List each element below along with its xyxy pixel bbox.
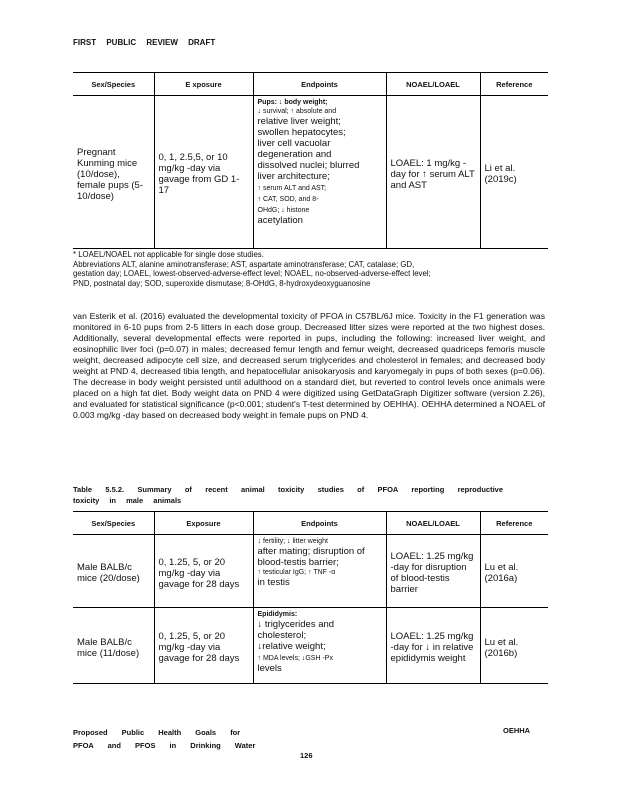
col-header: Exposure	[154, 512, 253, 535]
cell-endpoints	[253, 608, 386, 684]
endpoint-line: after mating; disruption of	[257, 546, 365, 557]
endpoint-line: Epididymis:	[257, 611, 298, 618]
footnote-line: PND, postnatal day; SOD, superoxide dismutase; 8-OHdG, 8-hydroxydeoxyguanosine	[73, 278, 371, 288]
table-row	[73, 608, 548, 684]
footer-org: OEHHA	[503, 726, 531, 735]
table-header-row	[73, 512, 548, 535]
body-paragraph: van Esterik et al. (2016) evaluated the developmental toxicity of PFOA in C57BL/6J mice. Toxicity in the F1 generation was monitored in 6-10 pups from 2-5 litters in each dose group. Decreased litter sizes were reported at the two highest doses. Additionally, several developmental effects were reported in pups, including the following: increased liver weight, and eosinophilic liver foci (p=0.07) in males; decreased femur length and femur weight, decreased quadriceps femoris muscle weight, decreased adipocyte cell size, and decreased serum triglycerides and cholesterol in females; and decreased body weight at PND 4, decreased tibia length, and hepatocellular anisokaryosis and karyomegaly in pups of both sexes (p=0.06). The decrease in body weight persisted until adulthood on a standard diet, but reverted to control levels once animals were placed on a high fat diet. Body weight data on PND 4 were digitized using GetDataGraph Digitizer software (version 2.26), and evaluated for statistical significance (p<0.001; student's T-test determined by OEHHA). OEHHA determined a NOAEL of 0.003 mg/kg -day based on decreased body weight in female pups on PND 4.	[73, 311, 545, 420]
endpoint-line: ↓ triglycerides and	[257, 619, 335, 630]
endpoint-line: ↓relative weight;	[257, 641, 326, 652]
cell-endpoints	[253, 535, 386, 608]
running-header: FIRST PUBLIC REVIEW DRAFT	[73, 38, 216, 47]
cell-species: Male BALB/c mice (20/dose)	[77, 562, 140, 584]
col-header: Reference	[480, 512, 548, 535]
endpoint-line: liver architecture;	[257, 171, 330, 182]
cell-species: Male BALB/c mice (11/dose)	[77, 636, 140, 659]
table-male-reproductive	[73, 511, 548, 684]
cell-reference: Lu et al. (2016b)	[480, 608, 548, 684]
endpoint-line: OHdG; ↓ histone	[257, 207, 310, 214]
footnote-line: gestation day; LOAEL, lowest-observed-adverse-effect level; NOAEL, no-observed-adverse-effect level;	[73, 269, 431, 278]
endpoint-line: levels	[257, 663, 282, 674]
cell-noael: LOAEL: 1 mg/kg -day for ↑ serum ALT and AST	[386, 96, 480, 249]
cell-noael: LOAEL: 1.25 mg/kg -day for ↓ in relative epididymis weight	[386, 608, 480, 684]
col-header: Sex/Species	[91, 518, 136, 528]
endpoint-line: degeneration and	[257, 149, 332, 160]
col-header: NOAEL/LOAEL	[386, 512, 480, 535]
cell-noael: LOAEL: 1.25 mg/kg -day for disruption of blood-testis barrier	[386, 535, 480, 608]
cell-reference: Li et al. (2019c)	[480, 96, 548, 249]
footer-line: Proposed Public Health Goals for	[73, 728, 241, 737]
endpoint-line: cholesterol;	[257, 630, 307, 641]
table-caption: Table 5.5.2. Summary of recent animal toxicity studies of PFOA reporting reproductive toxicity in male animals	[73, 485, 503, 505]
cell-exposure: 0, 1.25, 5, or 20 mg/kg -day via gavage for 28 days	[154, 535, 253, 608]
table-footnote	[73, 250, 543, 288]
col-header: Reference	[480, 73, 548, 96]
footnote-line: * LOAEL/NOAEL not applicable for single dose studies.	[73, 250, 264, 259]
endpoint-line: swollen hepatocytes;	[257, 127, 346, 138]
page-number: 126	[300, 751, 313, 760]
endpoint-line: dissolved nuclei; blurred	[257, 160, 360, 171]
footnote-line: Abbreviations ALT, alanine aminotransferase; AST, aspartate aminotransferase; CAT, catalase; GD,	[73, 259, 415, 269]
table-header-row	[73, 73, 548, 96]
footer-left	[73, 726, 255, 752]
cell-exposure: 0, 1, 2.5,5, or 10 mg/kg -day via gavage from GD 1-17	[154, 96, 253, 249]
endpoint-line: ↓ survival; ↑ absolute and	[257, 108, 337, 115]
cell-endpoints	[253, 96, 386, 249]
endpoint-line: ↓ fertility; ↓ litter weight	[257, 538, 328, 545]
cell-reference: Lu et al. (2016a)	[480, 535, 548, 608]
table-developmental	[73, 72, 548, 249]
cell-exposure: 0, 1.25, 5, or 20 mg/kg -day via gavage for 28 days	[154, 608, 253, 684]
col-header: NOAEL/LOAEL	[386, 73, 480, 96]
col-header: Endpoints	[253, 512, 386, 535]
endpoint-line: liver cell vacuolar	[257, 138, 331, 149]
endpoint-line: in testis	[257, 577, 290, 588]
endpoint-line: blood-testis barrier;	[257, 557, 339, 568]
table-row	[73, 96, 548, 249]
endpoint-line: Pups: ↓ body weight;	[257, 99, 328, 106]
col-header: Endpoints	[253, 73, 386, 96]
endpoint-line: relative liver weight;	[257, 116, 341, 127]
col-header: E xposure	[154, 73, 253, 96]
endpoint-line: acetylation	[257, 215, 303, 226]
endpoint-line: ↑ testicular IgG; ↑ TNF -α	[257, 569, 336, 576]
endpoint-line: ↑ serum ALT and AST;	[257, 185, 327, 192]
endpoint-line: ↑ MDA levels; ↓GSH -Px	[257, 655, 333, 662]
table-row	[73, 535, 548, 608]
footer-line: PFOA and PFOS in Drinking Water	[73, 741, 256, 750]
endpoint-line: ↑ CAT, SOD, and 8-	[257, 196, 319, 203]
cell-species: Pregnant Kunming mice (10/dose), female pups (5-10/dose)	[77, 146, 144, 202]
col-header: Sex/Species	[91, 79, 136, 89]
